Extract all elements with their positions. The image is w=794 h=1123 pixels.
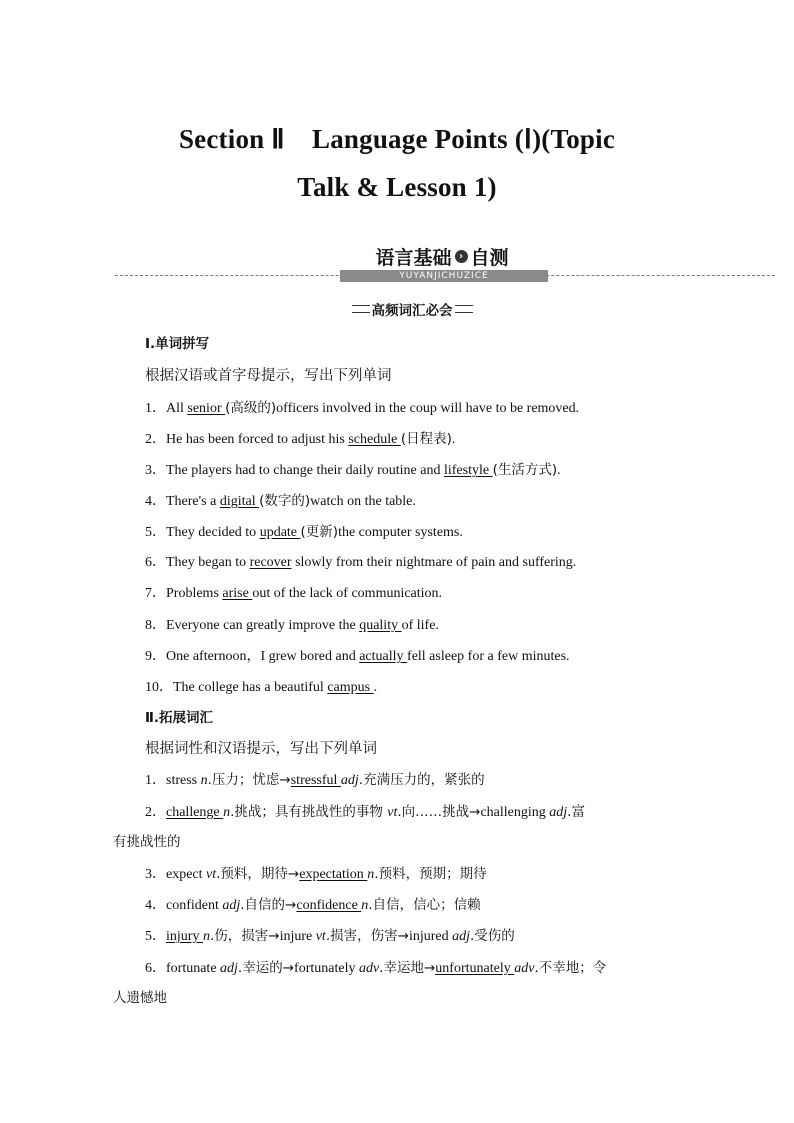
item-meaning: .向……挑战→	[397, 804, 481, 820]
item-answer: stressful	[290, 773, 341, 788]
part1-heading: Ⅰ.单词拼写	[145, 336, 210, 352]
item-number: 9．	[145, 649, 166, 664]
item-number: 1．	[145, 401, 166, 416]
item-text-after: of life.	[401, 618, 439, 633]
item-number: 7．	[145, 586, 166, 601]
item-pos: n	[223, 805, 231, 820]
banner-subtitle: YUYANJICHUZICE	[340, 270, 548, 282]
item-number: 8．	[145, 618, 166, 633]
item-hint: (生活方式)	[492, 462, 558, 478]
item-text: They began to	[166, 555, 250, 570]
item-pos: vt	[206, 867, 217, 882]
banner-left-text: 语言基础	[375, 246, 452, 269]
item-meaning: .富	[567, 804, 585, 820]
item-text-after: .	[373, 680, 378, 695]
item-pos: vt	[315, 929, 326, 944]
item-number: 6．	[145, 555, 166, 570]
item-text-after: out of the lack of communication.	[252, 586, 443, 601]
subsection-heading-text: 高频词汇必会	[371, 303, 453, 319]
item-number: 3．	[145, 867, 166, 882]
banner-right-text: 自测	[470, 246, 509, 269]
item-answer: digital	[219, 494, 260, 509]
list-item	[145, 582, 442, 602]
item-answer: schedule	[348, 432, 401, 447]
item-pos: adv	[514, 961, 535, 976]
page-title-line1: Section Ⅱ Language Points (Ⅰ)(Topic	[178, 124, 616, 154]
item-meaning: .充满压力的，紧张的	[358, 772, 485, 788]
item-text: They decided to	[166, 525, 260, 540]
item-pos: n	[361, 898, 369, 913]
item-meaning: .损害，伤害→	[325, 928, 409, 944]
item-meaning: .预料，预期；期待	[374, 866, 487, 882]
item-hint: (高级的)	[225, 400, 277, 416]
item-pos: vt	[387, 805, 398, 820]
item-text: The players had to change their daily routine and	[166, 463, 444, 478]
item-answer: actually	[359, 649, 408, 664]
item-text: The college has a beautiful	[173, 680, 328, 695]
heading-bar-left	[352, 305, 370, 313]
item-word: injure	[279, 929, 316, 944]
item-word: confident	[166, 898, 223, 913]
item-number: 4．	[145, 494, 166, 509]
list-item	[145, 458, 561, 479]
item-word: injured	[408, 929, 453, 944]
item-number: 5．	[145, 929, 166, 944]
item-word: fortunate	[166, 961, 221, 976]
item-text-after: watch on the table.	[310, 494, 416, 509]
item-text-after: .	[451, 432, 456, 447]
item-pos: n	[200, 773, 208, 788]
item-pos: adj	[340, 773, 359, 788]
item-word: fortunately	[294, 961, 359, 976]
item-number: 4．	[145, 898, 166, 913]
list-item	[145, 396, 579, 417]
item-wrap-text: 有挑战性的	[113, 834, 181, 850]
list-item	[145, 768, 485, 789]
item-answer: senior	[187, 401, 226, 416]
arrow-right-icon: ›	[455, 250, 468, 263]
item-number: 5．	[145, 525, 166, 540]
list-item	[145, 893, 481, 914]
item-word: stress	[166, 773, 201, 788]
list-item	[145, 645, 570, 665]
item-pos: adj	[220, 961, 238, 976]
item-answer: unfortunately	[435, 961, 515, 976]
item-pos: adj	[452, 929, 470, 944]
item-answer: recover	[249, 555, 292, 570]
item-pos: adj	[222, 898, 241, 913]
item-meaning: .预料，期待→	[216, 866, 300, 882]
item-pos: adv	[358, 961, 380, 976]
item-hint: (更新)	[300, 524, 339, 540]
item-number: 3．	[145, 463, 166, 478]
list-item	[145, 800, 585, 821]
list-item	[145, 956, 606, 977]
item-number: 2．	[145, 805, 166, 820]
item-hint: (数字的)	[259, 493, 311, 509]
part2-instruction: 根据词性和汉语提示，写出下列单词	[145, 741, 377, 757]
item-text-after: .	[557, 463, 561, 478]
item-word: expect	[166, 867, 207, 882]
item-number: 1．	[145, 773, 166, 788]
item-text-after: the computer systems.	[338, 525, 463, 540]
item-meaning: .挑战；具有挑战性的事物	[230, 804, 388, 820]
section-banner	[362, 243, 522, 269]
item-answer: arise	[222, 586, 253, 601]
list-item	[145, 489, 416, 510]
item-answer: confidence	[296, 898, 362, 913]
item-pos: n	[202, 929, 210, 944]
list-item	[145, 520, 463, 541]
item-meaning: .压力；忧虑→	[207, 772, 291, 788]
subsection-heading	[343, 300, 481, 318]
item-answer: update	[259, 525, 301, 540]
page-title-line2: Talk & Lesson 1)	[297, 172, 497, 202]
item-text: All	[166, 401, 188, 416]
item-text: Everyone can greatly improve the	[166, 618, 360, 633]
item-answer: quality	[359, 618, 402, 633]
item-text: Problems	[166, 586, 223, 601]
item-word: challenging	[480, 805, 550, 820]
item-text-after: officers involved in the coup will have to be removed.	[276, 401, 580, 416]
item-pos: adj	[549, 805, 568, 820]
item-number: 6．	[145, 961, 166, 976]
item-answer: lifestyle	[443, 463, 493, 478]
item-meaning: .不幸地；令	[534, 960, 607, 976]
item-answer: challenge	[166, 805, 224, 820]
item-answer: injury	[166, 929, 203, 944]
item-meaning: .自信，信心；信赖	[368, 897, 481, 913]
list-item	[145, 551, 576, 571]
heading-bar-right	[455, 305, 473, 313]
item-number: 10．	[145, 680, 173, 695]
item-meaning: .自信的→	[240, 897, 297, 913]
item-number: 2．	[145, 432, 166, 447]
item-meaning: .幸运地→	[379, 960, 436, 976]
item-hint: (日程表)	[400, 431, 452, 447]
item-answer: expectation	[299, 867, 368, 882]
item-text-after: slowly from their nightmare of pain and suffering.	[291, 555, 577, 570]
item-pos: n	[367, 867, 375, 882]
part1-instruction: 根据汉语或首字母提示，写出下列单词	[145, 368, 392, 384]
list-item	[145, 676, 377, 696]
item-meaning: .受伤的	[469, 928, 515, 944]
item-wrap-text: 人遗憾地	[113, 990, 167, 1006]
list-item	[145, 427, 455, 448]
item-text: There's a	[166, 494, 220, 509]
item-meaning: .伤，损害→	[209, 928, 280, 944]
item-text: One afternoon，I grew bored and	[166, 649, 360, 664]
item-meaning: .幸运的→	[237, 960, 295, 976]
list-item	[145, 924, 515, 945]
item-answer: campus	[327, 680, 374, 695]
item-text: He has been forced to adjust his	[166, 432, 349, 447]
list-item	[145, 862, 487, 883]
part2-heading: Ⅱ.拓展词汇	[145, 710, 214, 726]
item-text-after: fell asleep for a few minutes.	[407, 649, 570, 664]
list-item	[145, 614, 439, 634]
